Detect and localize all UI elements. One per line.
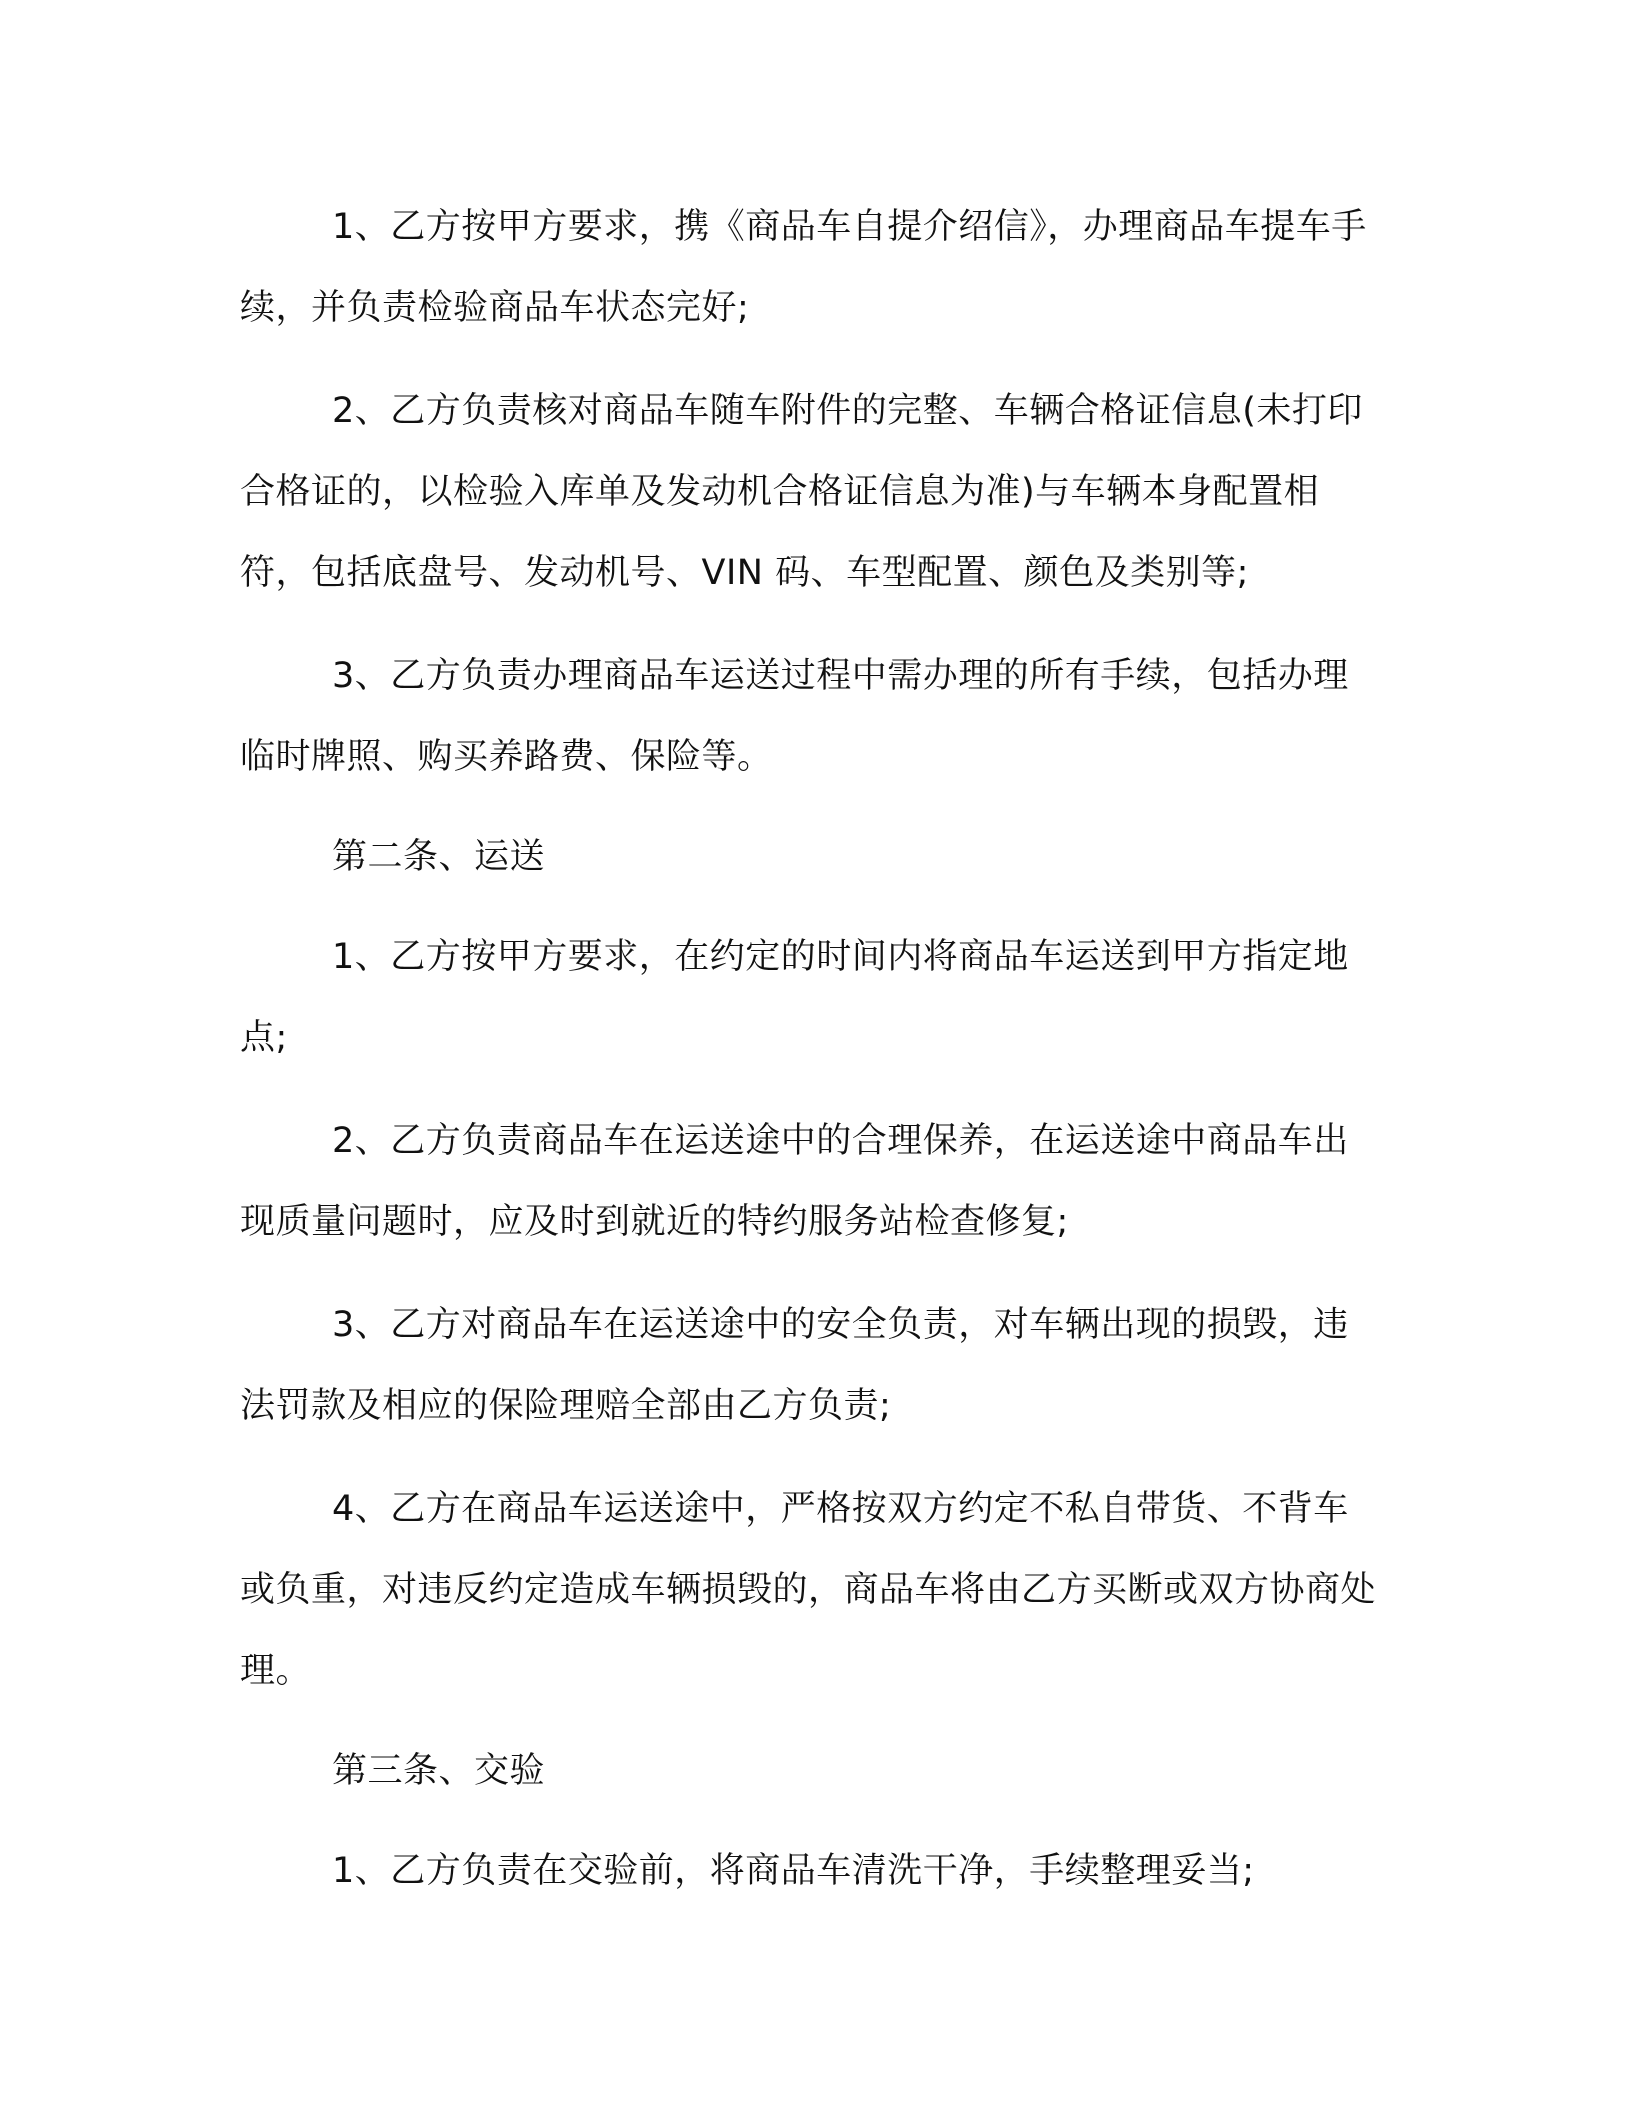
clause-paragraph: 2、乙方负责商品车在运送途中的合理保养，在运送途中商品车出现质量问题时，应及时到就近的特约服务站检查修复;: [240, 1121, 1349, 1242]
clause-paragraph: 3、乙方负责办理商品车运送过程中需办理的所有手续，包括办理临时牌照、购买养路费、保险等。: [240, 656, 1349, 777]
clause-paragraph: 1、乙方按甲方要求，携《商品车自提介绍信》，办理商品车提车手续，并负责检验商品车状态完好;: [240, 207, 1367, 328]
section-heading: 第三条、交验: [332, 1751, 546, 1791]
clause-paragraph: 1、乙方负责在交验前，将商品车清洗干净，手续整理妥当;: [332, 1851, 1255, 1891]
clause-paragraph: 1、乙方按甲方要求，在约定的时间内将商品车运送到甲方指定地点;: [240, 937, 1349, 1058]
document-body: [240, 187, 1376, 1912]
clause-paragraph: 2、乙方负责核对商品车随车附件的完整、车辆合格证信息(未打印合格证的，以检验入库单及发动机合格证信息为准)与车辆本身配置相符，包括底盘号、发动机号、VIN 码、车型配置、颜色及类别等;: [240, 391, 1363, 593]
clause-paragraph: 4、乙方在商品车运送途中，严格按双方约定不私自带货、不背车或负重，对违反约定造成车辆损毁的，商品车将由乙方买断或双方协商处理。: [240, 1489, 1377, 1691]
clause-paragraph: 3、乙方对商品车在运送途中的安全负责，对车辆出现的损毁，违法罚款及相应的保险理赔全部由乙方负责;: [240, 1305, 1349, 1426]
section-heading: 第二条、运送: [332, 837, 546, 877]
